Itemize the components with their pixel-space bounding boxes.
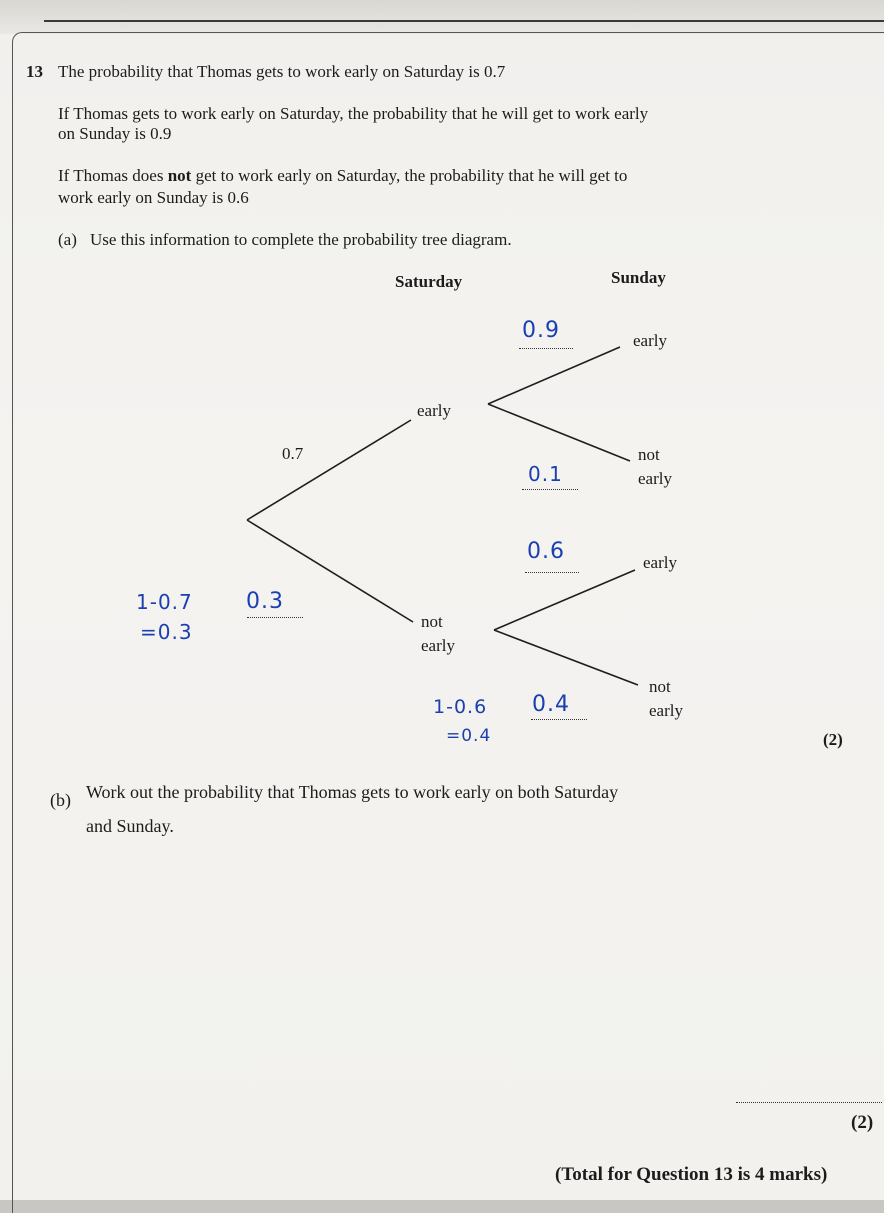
part-b-marks: (2) [851, 1112, 874, 1133]
part-b-question-line-1: Work out the probability that Thomas gets to work early on both Saturday [86, 782, 619, 802]
part-a-instruction: Use this information to complete the probability tree diagram. [90, 230, 512, 249]
condition-1-line-2: on Sunday is 0.9 [58, 124, 172, 143]
sat-early-label: early [417, 401, 451, 420]
answer-line-sat-not [247, 617, 303, 618]
hand-working-sat-line2: =0.3 [140, 620, 193, 644]
hand-answer-sun2-early: 0.6 [527, 539, 565, 564]
branch-sun1-early [488, 347, 620, 404]
hand-answer-sat-not: 0.3 [246, 589, 284, 614]
part-a-label: (a) [58, 230, 77, 249]
branch-sat-early [247, 420, 411, 520]
sat-not-label-2: early [421, 636, 455, 655]
hand-working-sun2-line2: =0.4 [446, 726, 492, 746]
sat-not-label: not [421, 612, 443, 631]
given-prob-sat-early: 0.7 [282, 444, 304, 463]
condition-2-line-2: work early on Sunday is 0.6 [58, 188, 249, 207]
question-stem: The probability that Thomas gets to work early on Saturday is 0.7 [58, 62, 506, 81]
sun2-not-label-2: early [649, 701, 683, 720]
hand-working-sun2-line1: 1-0.6 [433, 696, 488, 718]
sun1-not-label-2: early [638, 469, 672, 488]
part-b-question-line-2: and Sunday. [86, 816, 174, 836]
saturday-heading: Saturday [395, 272, 463, 291]
question-number: 13 [26, 62, 43, 81]
hand-answer-sun1-early: 0.9 [522, 318, 560, 343]
part-b-label: (b) [50, 790, 71, 810]
sunday-heading: Sunday [611, 268, 666, 287]
branch-sun2-early [494, 570, 635, 630]
hand-answer-sun1-not: 0.1 [528, 462, 563, 486]
answer-line-sun2-not [531, 719, 587, 720]
condition-2-bold-not: not [167, 166, 192, 185]
answer-line-sun1-not [522, 489, 578, 490]
branch-sun2-not-early [494, 630, 638, 685]
answer-line-part-b [736, 1102, 882, 1103]
hand-working-sat-line1: 1-0.7 [136, 590, 193, 614]
condition-1-line-1: If Thomas gets to work early on Saturday, the probability that he will get to work early [58, 104, 649, 123]
hand-answer-sun2-not: 0.4 [532, 692, 570, 717]
sun1-not-label: not [638, 445, 660, 464]
part-a-marks: (2) [823, 730, 843, 749]
condition-2-text-b: get to work early on Saturday, the probability that he will get to [191, 166, 628, 185]
condition-2-text-a: If Thomas does [58, 166, 168, 185]
answer-line-sun1-early [519, 348, 573, 349]
answer-line-sun2-early [525, 572, 579, 573]
question-total-marks: (Total for Question 13 is 4 marks) [555, 1164, 828, 1185]
sun2-early-label: early [643, 553, 677, 572]
sun2-not-label: not [649, 677, 671, 696]
branch-sun1-not-early [488, 404, 630, 461]
sun1-early-label: early [633, 331, 667, 350]
